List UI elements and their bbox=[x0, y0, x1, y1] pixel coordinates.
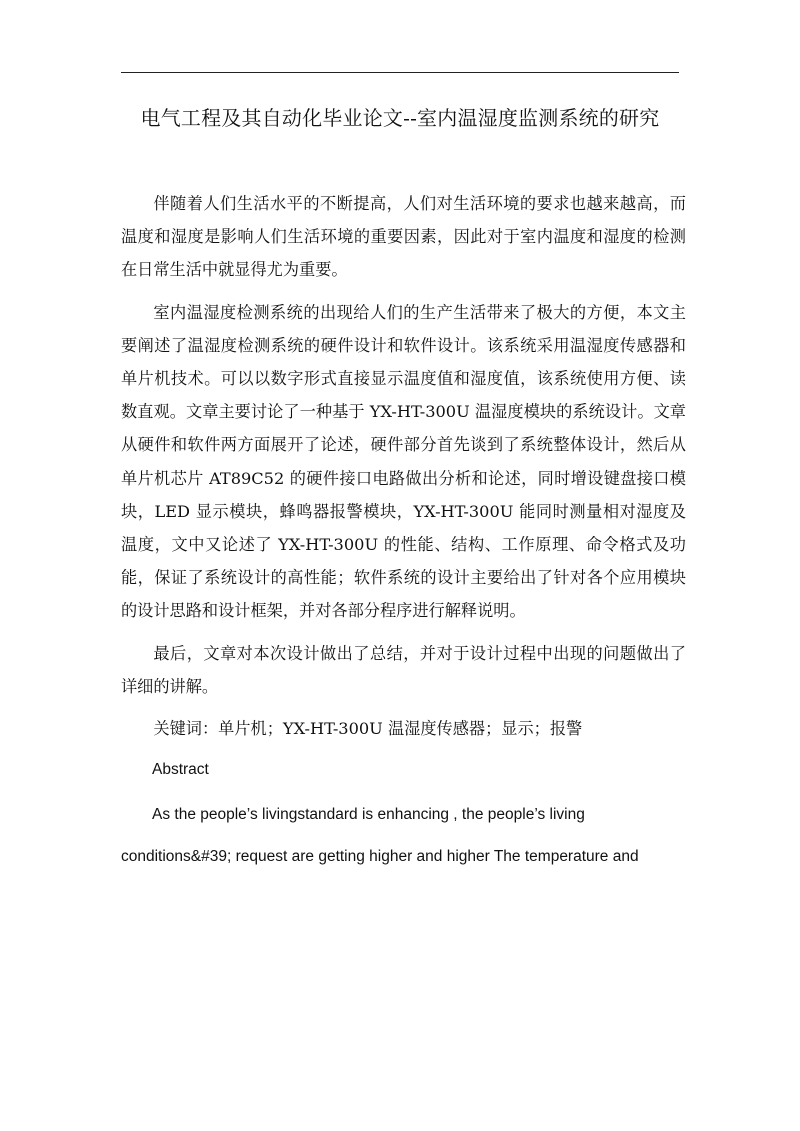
keywords-line: 关键词：单片机；YX-HT-300U 温湿度传感器；显示；报警 bbox=[153, 719, 583, 739]
paragraph-conclusion: 最后，文章对本次设计做出了总结，并对于设计过程中出现的问题做出了详细的讲解。 bbox=[121, 643, 686, 696]
document-title: 电气工程及其自动化毕业论文--室内温湿度监测系统的研究 bbox=[140, 106, 660, 130]
abstract-heading: Abstract bbox=[152, 761, 209, 779]
document-body bbox=[121, 187, 686, 878]
paragraph-system-overview: 室内温湿度检测系统的出现给人们的生产生活带来了极大的方便，本文主要阐述了温湿度检测系统的硬件设计和软件设计。该系统采用温湿度传感器和单片机技术。可以以数字形式直接显示温度值和湿度值，该系统使用方便、读数直观。文章主要讨论了一种基于 YX-HT-300U 温湿度模块的系统设计。文章从硬件和软件两方面展开了论述，硬件部分首先谈到了系统整体设计，然后从单片机芯片 AT89C52 的硬件接口电路做出分析和论述，同时增设键盘接口模块，LED 显示模块，蜂鸣器报警模块，YX-HT-300U 能同时测量相对湿度及温度，文中又论述了 YX-HT-300U 的性能、结构、工作原理、命令格式及功能，保证了系统设计的高性能；软件系统的设计主要给出了针对各个应用模块的设计思路和设计框架，并对各部分程序进行解释说明。 bbox=[121, 302, 686, 621]
paragraph-intro: 伴随着人们生活水平的不断提高，人们对生活环境的要求也越来越高，而温度和湿度是影响人们生活环境的重要因素，因此对于室内温度和湿度的检测在日常生活中就显得尤为重要。 bbox=[121, 194, 686, 280]
abstract-text: As the people’s livingstandard is enhancing , the people’s living conditions&#39; request are getting higher and higher The temperature and bbox=[121, 806, 639, 866]
header-rule bbox=[121, 72, 679, 73]
